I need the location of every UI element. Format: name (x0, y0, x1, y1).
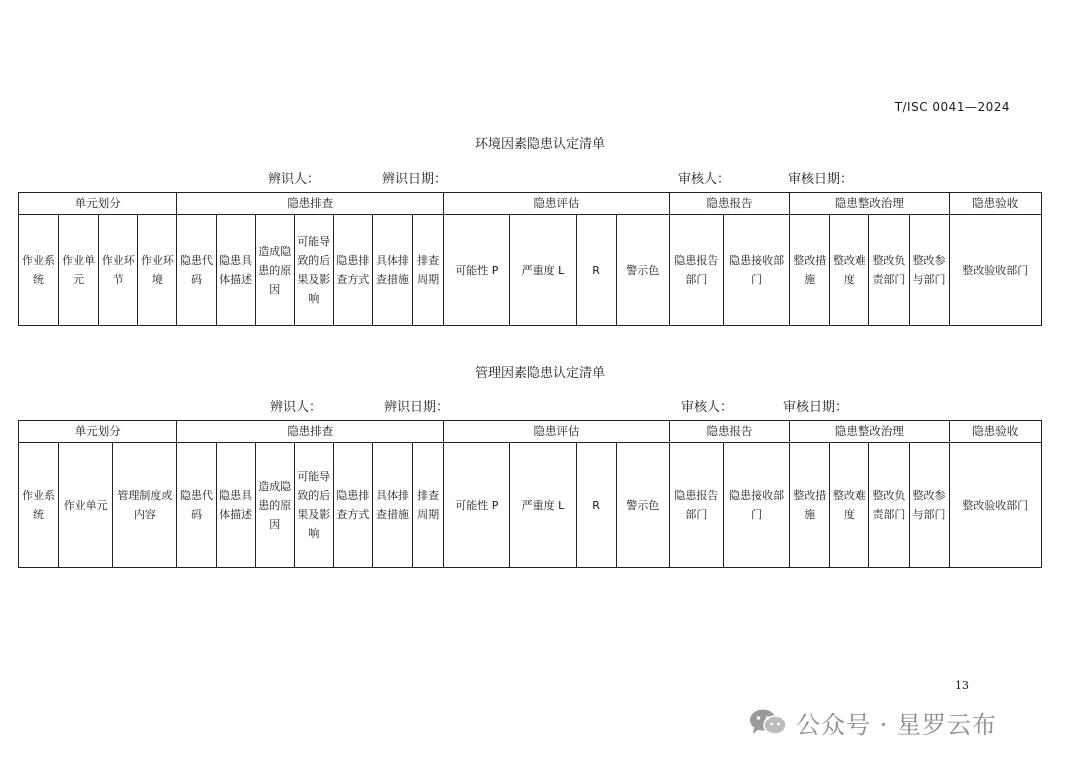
mgmt-identifier-label: 辨识人： (270, 400, 323, 415)
mgmt-sign-row (0, 396, 1080, 416)
mgmt-identify-date-label: 辨识日期： (384, 400, 450, 415)
env-col-header: 隐患代码 (177, 215, 216, 326)
watermark (748, 704, 997, 740)
mgmt-column-header-row (19, 443, 1042, 568)
mgmt-col-header: 造成隐患的原因 (255, 443, 294, 568)
env-group-inspection: 隐患排查 (177, 193, 444, 215)
mgmt-col-header: 整改参与部门 (909, 443, 949, 568)
page-number: 13 (955, 679, 969, 692)
env-sign-row (0, 168, 1080, 188)
mgmt-col-header: 作业单元 (59, 443, 113, 568)
mgmt-col-header: 隐患代码 (177, 443, 216, 568)
env-col-header: 整改难度 (830, 215, 869, 326)
env-col-header: 可能性 P (444, 215, 510, 326)
wechat-icon (748, 707, 788, 737)
env-col-header: 作业系统 (19, 215, 59, 326)
mgmt-group-unit: 单元划分 (19, 421, 177, 443)
env-reviewer-label: 审核人： (678, 172, 731, 187)
mgmt-reviewer-label: 审核人： (681, 400, 734, 415)
mgmt-col-header: 排查周期 (413, 443, 444, 568)
env-group-header-row (19, 193, 1042, 215)
mgmt-col-header: 作业系统 (19, 443, 59, 568)
env-identify-date-label: 辨识日期： (382, 172, 448, 187)
mgmt-col-header: 具体排查措施 (372, 443, 412, 568)
mgmt-review-date-label: 审核日期： (783, 400, 849, 415)
env-col-header: 整改措施 (790, 215, 830, 326)
mgmt-col-header: 整改措施 (790, 443, 830, 568)
env-group-assessment: 隐患评估 (444, 193, 670, 215)
mgmt-group-report: 隐患报告 (669, 421, 789, 443)
env-group-acceptance: 隐患验收 (949, 193, 1041, 215)
mgmt-col-header: 隐患报告部门 (669, 443, 723, 568)
env-col-header: 隐患排查方式 (333, 215, 372, 326)
env-identifier-label: 辨识人： (268, 172, 321, 187)
mgmt-group-inspection: 隐患排查 (177, 421, 444, 443)
env-column-header-row (19, 215, 1042, 326)
env-col-header: 隐患报告部门 (669, 215, 723, 326)
env-col-header: 作业环境 (138, 215, 177, 326)
env-col-header: 警示色 (616, 215, 669, 326)
env-col-header: 整改验收部门 (949, 215, 1041, 326)
standard-number: T/ISC 0041—2024 (894, 100, 1010, 114)
env-col-header: 隐患具体描述 (216, 215, 255, 326)
mgmt-col-header: 严重度 L (510, 443, 576, 568)
mgmt-col-header: 警示色 (616, 443, 669, 568)
mgmt-col-header: 可能导致的后果及影响 (294, 443, 333, 568)
mgmt-hazard-table (18, 420, 1042, 568)
mgmt-table-title: 管理因素隐患认定清单 (474, 366, 605, 381)
env-table-title: 环境因素隐患认定清单 (474, 137, 605, 152)
env-review-date-label: 审核日期： (788, 172, 854, 187)
env-col-header: 作业单元 (59, 215, 99, 326)
env-col-header: 整改负责部门 (869, 215, 909, 326)
mgmt-col-header: 整改验收部门 (949, 443, 1041, 568)
env-col-header: 具体排查措施 (372, 215, 412, 326)
env-group-report: 隐患报告 (669, 193, 789, 215)
env-col-header: 隐患接收部门 (723, 215, 789, 326)
mgmt-group-acceptance: 隐患验收 (949, 421, 1041, 443)
mgmt-col-header: 隐患接收部门 (723, 443, 789, 568)
env-col-header: 严重度 L (510, 215, 576, 326)
mgmt-col-header: 整改难度 (830, 443, 869, 568)
mgmt-group-header-row (19, 421, 1042, 443)
env-hazard-table (18, 192, 1042, 326)
watermark-text: 公众号 · 星罗云布 (796, 710, 997, 739)
env-col-header: 排查周期 (413, 215, 444, 326)
mgmt-col-header: 隐患具体描述 (216, 443, 255, 568)
env-group-unit: 单元划分 (19, 193, 177, 215)
mgmt-col-header: 隐患排查方式 (333, 443, 372, 568)
env-col-header: R (576, 215, 616, 326)
mgmt-col-header: R (576, 443, 616, 568)
mgmt-col-header: 管理制度或内容 (113, 443, 177, 568)
env-col-header: 作业环节 (99, 215, 138, 326)
env-col-header: 整改参与部门 (909, 215, 949, 326)
env-col-header: 可能导致的后果及影响 (294, 215, 333, 326)
mgmt-group-rectification: 隐患整改治理 (790, 421, 949, 443)
mgmt-group-assessment: 隐患评估 (444, 421, 670, 443)
env-group-rectification: 隐患整改治理 (790, 193, 949, 215)
mgmt-col-header: 整改负责部门 (869, 443, 909, 568)
mgmt-col-header: 可能性 P (444, 443, 510, 568)
env-col-header: 造成隐患的原因 (255, 215, 294, 326)
